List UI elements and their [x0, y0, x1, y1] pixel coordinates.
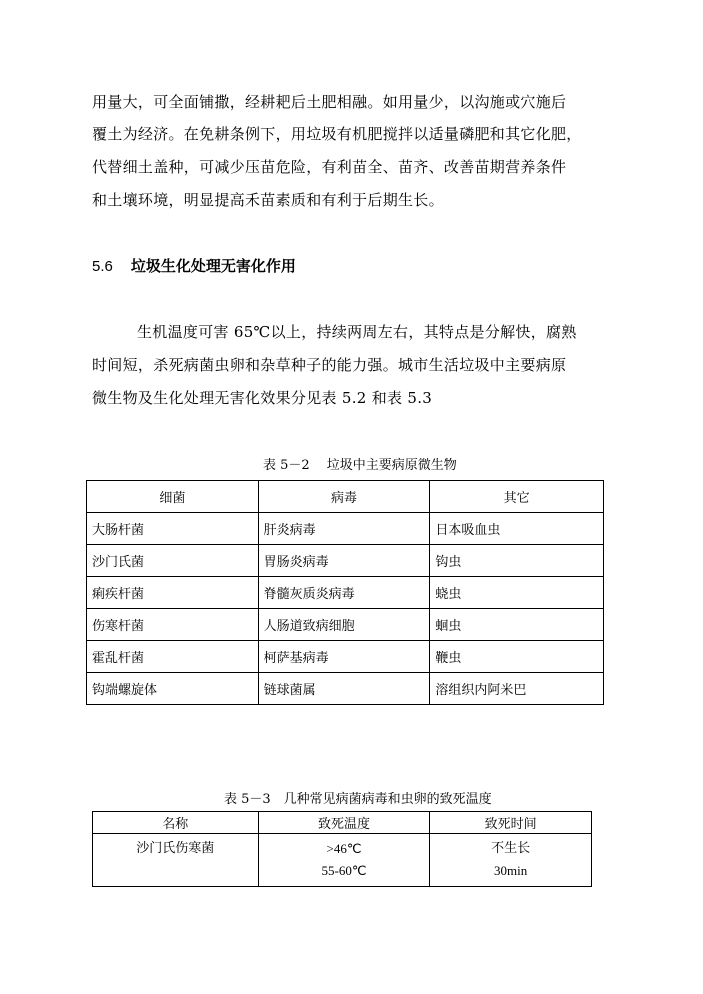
table-cell: 柯萨基病毒 [258, 641, 430, 673]
table-cell: 溶组织内阿米巴 [430, 673, 604, 705]
table-cell: 沙门氏菌 [87, 545, 259, 577]
table2-caption: 表 5－2 垃圾中主要病原微生物 [263, 458, 457, 473]
header-cell-virus: 病毒 [258, 481, 430, 513]
table-cell: 钩虫 [430, 545, 604, 577]
section-number: 5.6 [92, 258, 113, 275]
table-row [93, 834, 592, 887]
table-header-row [87, 481, 604, 513]
table-row [87, 545, 604, 577]
table-cell: 鞭虫 [430, 641, 604, 673]
table-cell: 大肠杆菌 [87, 513, 259, 545]
section-title: 垃圾生化处理无害化作用 [130, 257, 296, 275]
paragraph1-line-4: 和土壤环境，明显提高禾苗素质和有利于后期生长。 [92, 191, 444, 209]
table-header-row [93, 812, 592, 834]
table-row [87, 609, 604, 641]
table-cell: 蛲虫 [430, 577, 604, 609]
paragraph2-line-2: 时间短，杀死病菌虫卵和杂草种子的能力强。城市生活垃圾中主要病原 [92, 356, 567, 374]
header-cell-lethal-time: 致死时间 [430, 812, 592, 834]
pathogen-table [86, 480, 604, 705]
lethal-temperature-table [92, 811, 592, 887]
time-value: 30min [494, 863, 528, 878]
table-row [87, 673, 604, 705]
table-cell-temps [258, 834, 430, 887]
table-cell: 霍乱杆菌 [87, 641, 259, 673]
table-cell: 胃肠炎病毒 [258, 545, 430, 577]
table-cell-name: 沙门氏伤寒菌 [93, 834, 259, 887]
table-cell: 痢疾杆菌 [87, 577, 259, 609]
table-row [87, 513, 604, 545]
table-cell: 日本吸血虫 [430, 513, 604, 545]
temp-value: 55-60℃ [321, 863, 367, 878]
paragraph1-line-3: 代替细土盖种，可减少压苗危险，有利苗全、苗齐、改善苗期营养条件 [92, 158, 567, 176]
paragraph2-line-1: 生机温度可害 65℃以上，持续两周左右，其特点是分解快，腐熟 [137, 323, 577, 341]
temp-value: >46℃ [326, 841, 362, 856]
paragraph1-line-1: 用量大，可全面铺撒，经耕耙后土肥相融。如用量少，以沟施或穴施后 [92, 93, 567, 111]
table-cell: 钩端螺旋体 [87, 673, 259, 705]
table-cell: 伤寒杆菌 [87, 609, 259, 641]
table-cell: 链球菌属 [258, 673, 430, 705]
header-cell-lethal-temp: 致死温度 [258, 812, 430, 834]
table-cell: 肝炎病毒 [258, 513, 430, 545]
table-cell-times [430, 834, 592, 887]
paragraph2-line-3: 微生物及生化处理无害化效果分见表 5.2 和表 5.3 [92, 389, 433, 407]
table-row [87, 641, 604, 673]
header-cell-bacteria: 细菌 [87, 481, 259, 513]
section-heading [92, 256, 296, 277]
table-cell: 脊髓灰质炎病毒 [258, 577, 430, 609]
table-cell: 蛔虫 [430, 609, 604, 641]
header-cell-name: 名称 [93, 812, 259, 834]
header-cell-other: 其它 [430, 481, 604, 513]
paragraph1-line-2: 覆土为经济。在免耕条例下，用垃圾有机肥搅拌以适量磷肥和其它化肥， [92, 125, 582, 143]
table-row [87, 577, 604, 609]
table3-caption: 表 5－3 几种常见病菌病毒和虫卵的致死温度 [224, 792, 492, 807]
time-value: 不生长 [491, 841, 531, 856]
table-cell: 人肠道致病细胞 [258, 609, 430, 641]
